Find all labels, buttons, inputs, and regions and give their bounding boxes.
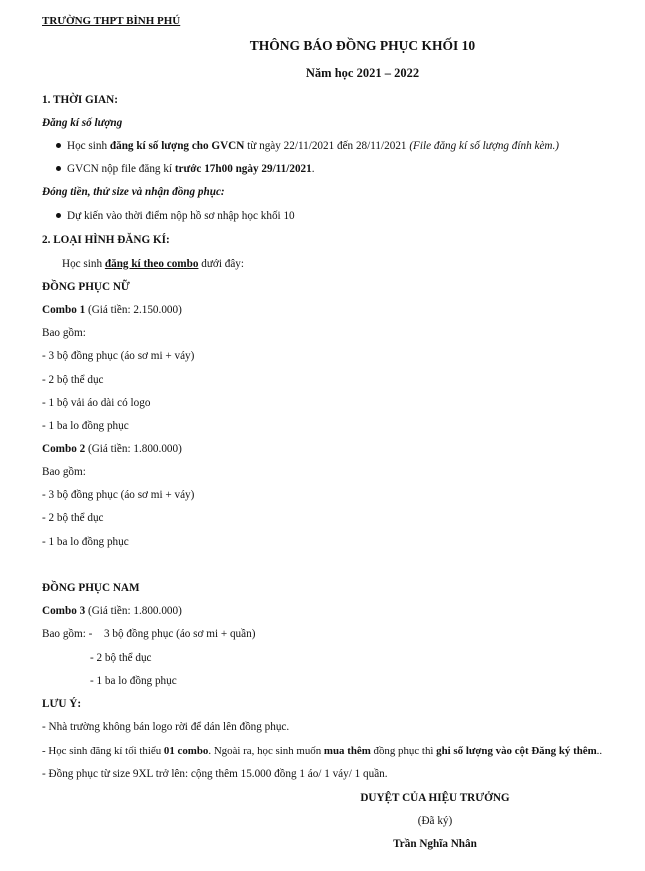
combo-2-includes-label: Bao gồm: [42, 466, 86, 478]
bullet-icon [56, 166, 61, 171]
section-1-heading: 1. THỜI GIAN: [42, 94, 118, 106]
school-name: TRƯỜNG THPT BÌNH PHÚ [42, 15, 181, 27]
male-uniform-heading: ĐỒNG PHỤC NAM [42, 582, 140, 594]
registration-subheading: Đăng kí số lượng [42, 117, 123, 129]
combo-2-item: - 3 bộ đồng phục (áo sơ mi + váy) [42, 489, 195, 501]
document-title: THÔNG BÁO ĐỒNG PHỤC KHỐI 10 [249, 38, 476, 53]
note-item-1: - Nhà trường không bán logo rời để dán lên đồng phục. [42, 721, 290, 733]
bullet-item-3: Dự kiến vào thời điểm nộp hồ sơ nhập học khối 10 [56, 210, 295, 222]
bullet-item-2: GVCN nộp file đăng kí trước 17h00 ngày 29/11/2021. [56, 163, 315, 175]
combo-2-item: - 1 ba lo đồng phục [42, 536, 129, 548]
combo-1-item: - 2 bộ thể dục [42, 374, 104, 386]
combo-3-item: 3 bộ đồng phục (áo sơ mi + quần) [104, 628, 256, 640]
bullet-item-1: Học sinh đăng kí số lượng cho GVCN từ ngày 22/11/2021 đến 28/11/2021 (File đăng kí số lượng đính kèm.) [56, 140, 559, 152]
approval-title: DUYỆT CỦA HIỆU TRƯỞNG [360, 792, 510, 804]
combo-2-item: - 2 bộ thể dục [42, 512, 104, 524]
principal-name: Trần Nghĩa Nhân [393, 838, 477, 850]
section-2-heading: 2. LOẠI HÌNH ĐĂNG KÍ: [42, 234, 170, 246]
combo-1-includes-label: Bao gồm: [42, 327, 86, 339]
combo-2-title: Combo 2 (Giá tiền: 1.800.000) [42, 443, 182, 455]
bullet-icon [56, 213, 61, 218]
combo-3-includes-label: Bao gồm: - [42, 628, 93, 640]
school-year: Năm học 2021 – 2022 [305, 66, 420, 80]
combo-1-title: Combo 1 (Giá tiền: 2.150.000) [42, 304, 182, 316]
combo-1-item: - 3 bộ đồng phục (áo sơ mi + váy) [42, 350, 195, 362]
combo-3-title: Combo 3 (Giá tiền: 1.800.000) [42, 605, 182, 617]
signed-note: (Đã ký) [417, 815, 453, 827]
bullet-icon [56, 143, 61, 148]
combo-3-item: - 2 bộ thể dục [90, 652, 152, 664]
combo-1-item: - 1 bộ vải áo dài có logo [42, 397, 151, 409]
note-item-3: - Đồng phục từ size 9XL trở lên: cộng thêm 15.000 đồng 1 áo/ 1 váy/ 1 quần. [42, 768, 388, 780]
registration-intro: Học sinh đăng kí theo combo dưới đây: [62, 258, 244, 270]
payment-subheading: Đóng tiền, thử size và nhận đồng phục: [42, 186, 225, 198]
note-item-2: - Học sinh đăng kí tối thiểu 01 combo. Ngoài ra, học sinh muốn mua thêm đồng phục thì ghi số lượng vào cột Đăng ký thêm.. [42, 745, 603, 757]
combo-3-item: - 1 ba lo đồng phục [90, 675, 177, 687]
combo-1-item: - 1 ba lo đồng phục [42, 420, 129, 432]
notes-heading: LƯU Ý: [42, 698, 82, 710]
female-uniform-heading: ĐỒNG PHỤC NỮ [42, 281, 130, 293]
